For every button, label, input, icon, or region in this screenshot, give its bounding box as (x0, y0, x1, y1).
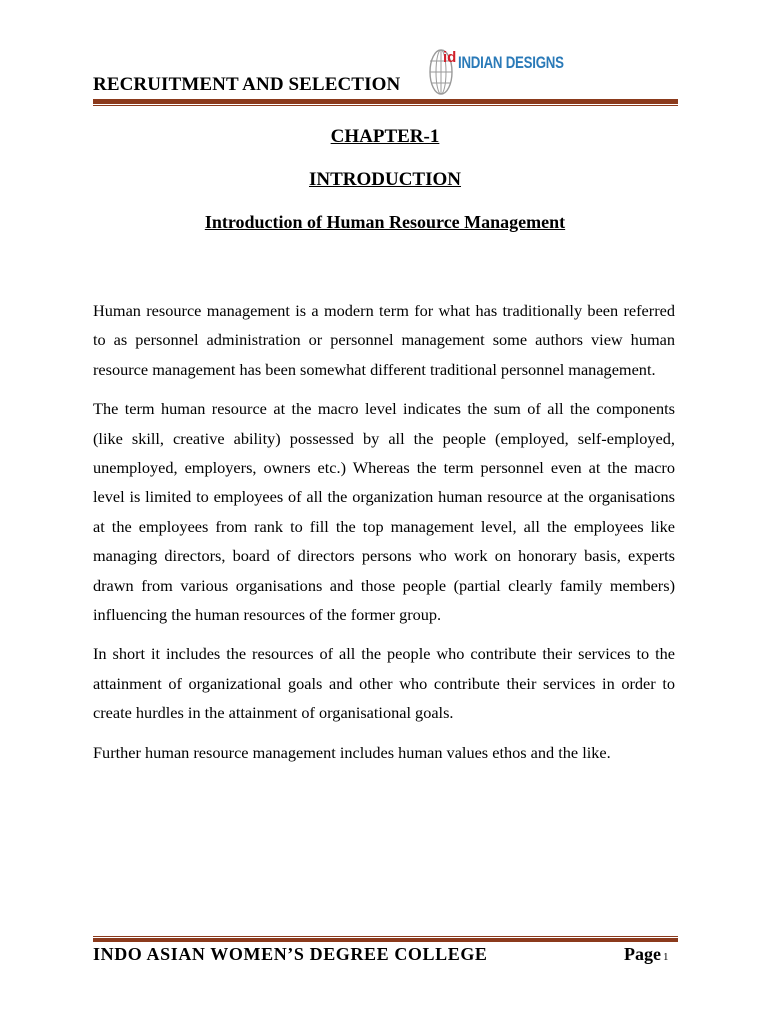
footer-college-name: INDO ASIAN WOMEN’S DEGREE COLLEGE (93, 944, 488, 964)
footer-page-indicator (624, 944, 668, 965)
body-text (93, 296, 675, 777)
paragraph-4: Further human resource management includes human values ethos and the like. (93, 742, 611, 762)
header-rule (93, 99, 678, 104)
section-subtitle: Introduction of Human Resource Management (204, 212, 566, 232)
page-label: Page (624, 944, 661, 964)
paragraph-1: Human resource management is a modern term for what has traditionally been referred to as personnel administration or personnel management some authors view human resource management has been somewhat different traditional personnel management. (93, 301, 675, 379)
paragraph-3: In short it includes the resources of all the people who contribute their services to the attainment of organizational goals and other who contribute their services in order to create hurdles in the attainment of organisational goals. (93, 644, 675, 723)
footer-rule-thin (93, 936, 678, 937)
logo-mark: id (443, 49, 457, 66)
header-title: RECRUITMENT AND SELECTION (93, 74, 401, 95)
chapter-heading: CHAPTER-1 (330, 126, 440, 147)
page-number: 1 (662, 951, 669, 963)
footer-rule (93, 938, 678, 942)
header-rule-thin (93, 105, 678, 106)
introduction-heading: INTRODUCTION (308, 169, 462, 190)
logo-text: INDIAN DESIGNS (458, 53, 564, 72)
paragraph-2: The term human resource at the macro level indicates the sum of all the components (like skill, creative ability) possessed by all the people (employed, self-employed, unemployed, employers, owners etc.) Whereas the term personnel even at the macro level is limited to employees of all the organization human resource at the organisations at the employees from rank to fill the top management level, all the employees like managing directors, board of directors persons who work on honorary basis, experts drawn from various organisations and those people (partial clearly family members) influencing the human resources of the former group. (93, 399, 675, 625)
